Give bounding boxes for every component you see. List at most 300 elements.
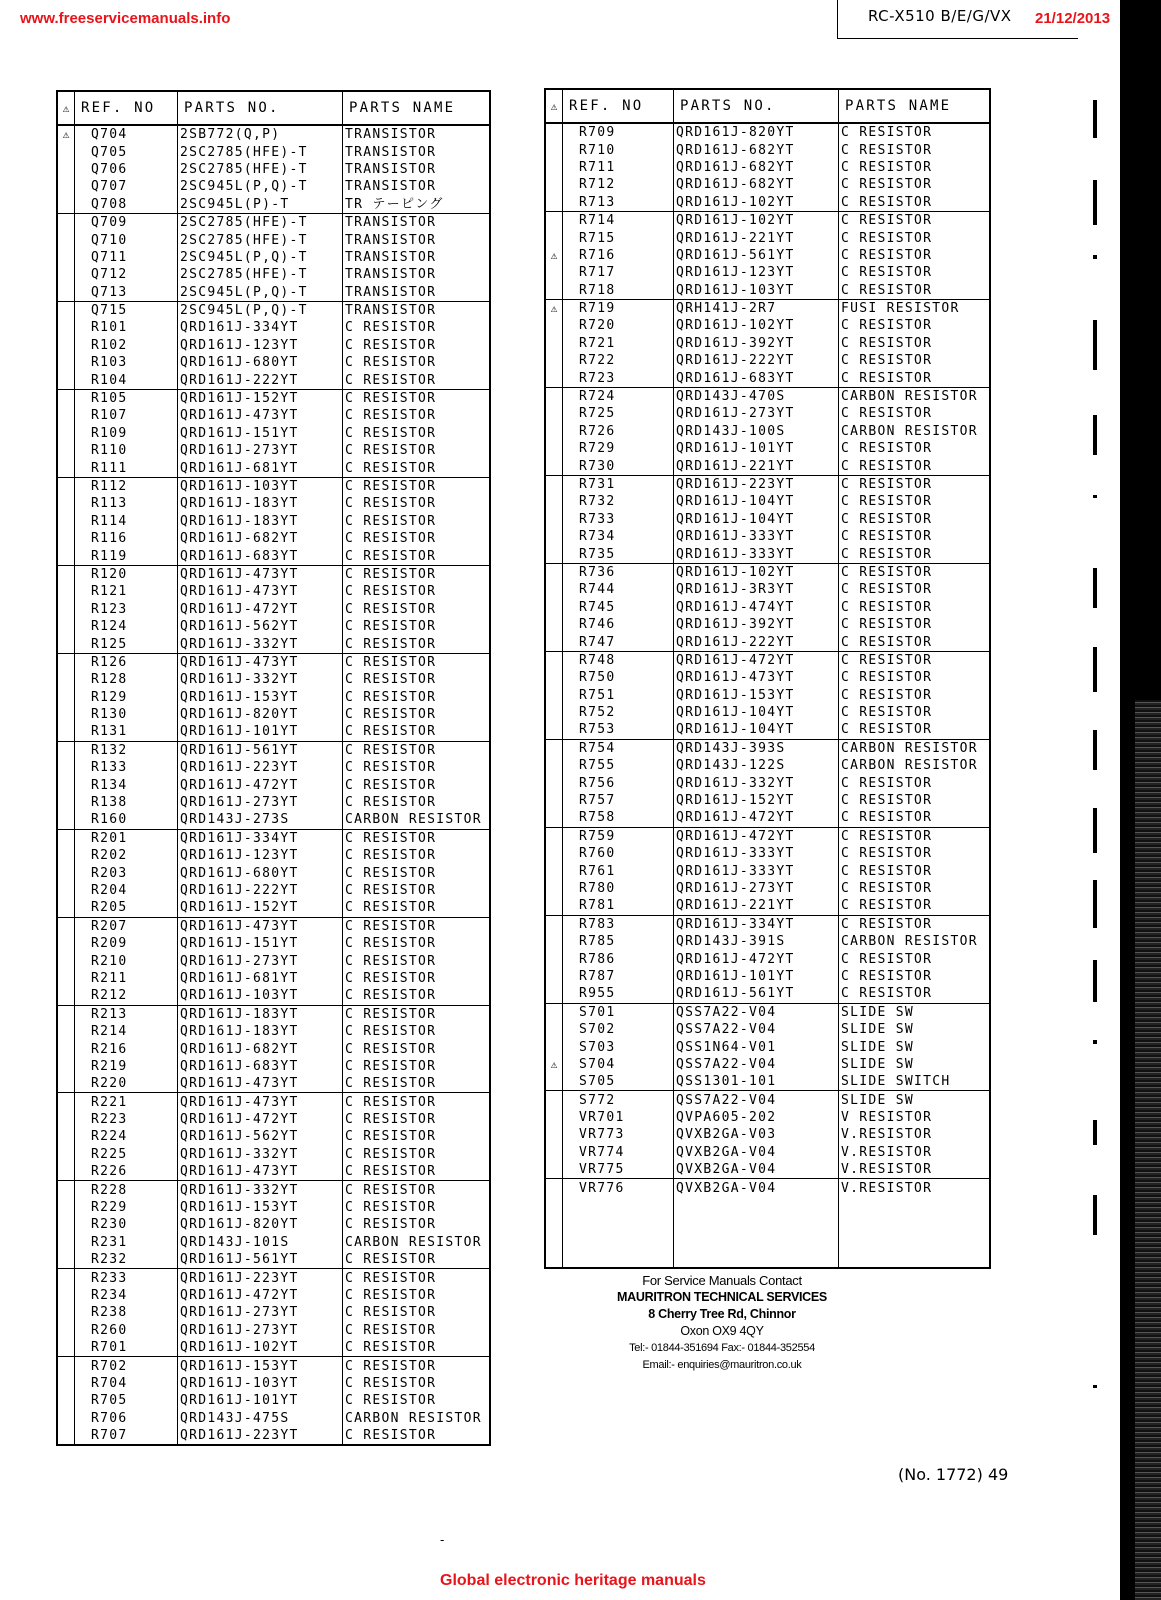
parts-no-cell: QRD161J-103YT xyxy=(674,282,839,300)
date-label: 21/12/2013 xyxy=(1035,10,1111,27)
parts-name-cell: C RESISTOR xyxy=(839,563,991,581)
parts-no-cell: QSS7A22-V04 xyxy=(674,1003,839,1021)
ref-no-cell: R212 xyxy=(75,987,178,1005)
ref-no-cell: R704 xyxy=(75,1375,178,1392)
table-row xyxy=(545,1126,990,1143)
table-row xyxy=(57,266,490,283)
contact-city: Oxon OX9 4QY xyxy=(680,1324,764,1338)
parts-no-cell: QRD161J-123YT xyxy=(674,264,839,281)
parts-no-cell: QRD161J-101YT xyxy=(674,968,839,985)
table-row xyxy=(545,809,990,827)
ref-no-cell: S705 xyxy=(563,1073,674,1091)
parts-no-cell: QRD161J-472YT xyxy=(674,950,839,967)
warning-mark xyxy=(545,985,563,1003)
parts-no-cell: QRD161J-681YT xyxy=(178,970,343,987)
parts-name-cell: C RESISTOR xyxy=(839,687,991,704)
parts-name-cell: TR テーピング xyxy=(343,196,491,214)
table-header-row xyxy=(57,91,490,125)
parts-no-cell: QRD161J-473YT xyxy=(178,1093,343,1111)
table-row xyxy=(57,565,490,583)
warning-mark: ⚠ xyxy=(545,299,563,317)
ref-no-cell: R102 xyxy=(75,337,178,354)
warning-mark xyxy=(57,231,75,248)
table-row xyxy=(57,635,490,653)
table-row xyxy=(545,915,990,933)
table-row xyxy=(57,301,490,319)
parts-name-cell: C RESISTOR xyxy=(839,247,991,264)
parts-name-cell: C RESISTOR xyxy=(839,457,991,475)
parts-name-cell: TRANSISTOR xyxy=(343,249,491,266)
warning-mark xyxy=(57,723,75,741)
parts-no-cell: QRD161J-222YT xyxy=(178,371,343,389)
ref-no-cell: R724 xyxy=(563,387,674,405)
scan-edge-noise xyxy=(1135,700,1161,1600)
ref-no-cell: R131 xyxy=(75,723,178,741)
parts-no-cell: QRD161J-562YT xyxy=(178,1128,343,1145)
table-row xyxy=(545,493,990,510)
parts-no-cell: QRD161J-223YT xyxy=(178,1269,343,1287)
warning-mark xyxy=(57,371,75,389)
warning-mark xyxy=(545,915,563,933)
parts-name-cell: C RESISTOR xyxy=(839,862,991,879)
table-row xyxy=(57,741,490,759)
table-row xyxy=(545,423,990,440)
parts-name-cell: CARBON RESISTOR xyxy=(839,423,991,440)
parts-name-cell: C RESISTOR xyxy=(343,1093,491,1111)
parts-name-cell: C RESISTOR xyxy=(343,899,491,917)
table-row xyxy=(545,475,990,493)
ref-no-cell: R204 xyxy=(75,882,178,899)
ref-no-cell: R785 xyxy=(563,933,674,950)
parts-no-cell: QRD161J-334YT xyxy=(674,915,839,933)
table-row xyxy=(57,1427,490,1445)
table-row xyxy=(545,159,990,176)
table-row xyxy=(545,616,990,633)
table-row xyxy=(57,1093,490,1111)
parts-name-cell: C RESISTOR xyxy=(343,653,491,671)
edge-marks xyxy=(1085,0,1115,1600)
table-row xyxy=(545,985,990,1003)
ref-no-cell: R226 xyxy=(75,1163,178,1181)
ref-no-cell: Q709 xyxy=(75,213,178,231)
table-row xyxy=(545,633,990,651)
parts-name-cell: C RESISTOR xyxy=(343,864,491,881)
table-row xyxy=(545,757,990,774)
parts-no-cell: QRD161J-223YT xyxy=(178,759,343,776)
warning-mark xyxy=(57,1181,75,1199)
parts-no-cell: QRD161J-683YT xyxy=(674,369,839,387)
table-row xyxy=(57,1199,490,1216)
ref-no-cell: Q706 xyxy=(75,161,178,178)
warning-mark xyxy=(57,1339,75,1357)
ref-no-cell: R211 xyxy=(75,970,178,987)
parts-no-cell: QRD161J-152YT xyxy=(674,792,839,809)
ref-no-cell: R754 xyxy=(563,739,674,757)
warning-mark xyxy=(57,161,75,178)
table-row xyxy=(57,459,490,477)
warning-mark xyxy=(545,687,563,704)
parts-no-cell: QSS7A22-V04 xyxy=(674,1056,839,1073)
parts-name-cell: C RESISTOR xyxy=(839,599,991,616)
parts-name-cell: C RESISTOR xyxy=(343,1040,491,1057)
warning-mark xyxy=(545,405,563,422)
ref-no-cell: R760 xyxy=(563,845,674,862)
parts-name-cell: C RESISTOR xyxy=(343,970,491,987)
parts-name-cell: C RESISTOR xyxy=(343,741,491,759)
table-row xyxy=(57,1375,490,1392)
parts-no-cell: QRD161J-273YT xyxy=(674,880,839,897)
parts-name-cell: C RESISTOR xyxy=(343,442,491,459)
warning-mark xyxy=(545,1179,563,1197)
parts-name-cell: SLIDE SW xyxy=(839,1056,991,1073)
parts-no-cell: QRD161J-820YT xyxy=(178,706,343,723)
parts-name-cell: C RESISTOR xyxy=(343,1287,491,1304)
parts-no-header: PARTS NO. xyxy=(674,89,839,123)
parts-no-cell: QRD161J-3R3YT xyxy=(674,581,839,598)
warning-mark xyxy=(545,862,563,879)
table-row xyxy=(57,935,490,952)
ref-no-cell: R721 xyxy=(563,335,674,352)
warning-mark xyxy=(545,123,563,141)
table-row xyxy=(545,528,990,545)
ref-no-cell: R113 xyxy=(75,495,178,512)
parts-name-cell: TRANSISTOR xyxy=(343,125,491,143)
warning-mark xyxy=(57,882,75,899)
parts-no-cell: QRD161J-183YT xyxy=(178,495,343,512)
parts-no-cell: 2SC945L(P,Q)-T xyxy=(178,284,343,302)
warning-mark xyxy=(57,987,75,1005)
parts-no-cell: QRD161J-333YT xyxy=(674,845,839,862)
table-row xyxy=(57,917,490,935)
table-row xyxy=(57,776,490,793)
warning-mark xyxy=(57,635,75,653)
table-row xyxy=(57,1216,490,1233)
contact-address: 8 Cherry Tree Rd, Chinnor xyxy=(648,1307,796,1321)
parts-no-cell: QRD161J-104YT xyxy=(674,511,839,528)
table-row xyxy=(57,530,490,547)
parts-name-cell: TRANSISTOR xyxy=(343,213,491,231)
table-row xyxy=(57,143,490,160)
warning-mark xyxy=(545,211,563,229)
table-row xyxy=(57,1128,490,1145)
ref-no-cell: Q704 xyxy=(75,125,178,143)
ref-no-header: REF. NO xyxy=(75,91,178,125)
ref-no-cell: R202 xyxy=(75,847,178,864)
contact-phone: Tel:- 01844-351694 Fax:- 01844-352554 xyxy=(629,1342,815,1354)
ref-no-cell: R121 xyxy=(75,583,178,600)
parts-name-cell: C RESISTOR xyxy=(343,547,491,565)
table-row xyxy=(57,899,490,917)
parts-no-cell: QRD143J-470S xyxy=(674,387,839,405)
parts-name-cell: C RESISTOR xyxy=(343,882,491,899)
table-row xyxy=(545,387,990,405)
ref-no-cell: R214 xyxy=(75,1023,178,1040)
parts-table-left xyxy=(56,90,491,1446)
table-row xyxy=(57,249,490,266)
table-row xyxy=(57,759,490,776)
empty-cell xyxy=(563,1197,674,1268)
parts-no-cell: QVXB2GA-V04 xyxy=(674,1161,839,1179)
warning-mark: ⚠ xyxy=(545,1056,563,1073)
warning-mark xyxy=(545,757,563,774)
parts-name-cell: C RESISTOR xyxy=(839,669,991,686)
parts-no-cell: QRD161J-334YT xyxy=(178,319,343,336)
warning-mark xyxy=(545,563,563,581)
ref-no-cell: VR701 xyxy=(563,1109,674,1126)
warning-mark xyxy=(57,1322,75,1339)
table-row xyxy=(545,141,990,158)
warning-mark xyxy=(57,1058,75,1075)
ref-no-cell: R786 xyxy=(563,950,674,967)
parts-no-cell: QRD143J-391S xyxy=(674,933,839,950)
warning-mark xyxy=(57,671,75,688)
warning-mark xyxy=(545,1021,563,1038)
parts-name-cell: C RESISTOR xyxy=(839,264,991,281)
ref-no-cell: Q710 xyxy=(75,231,178,248)
parts-no-cell: QRD161J-223YT xyxy=(178,1427,343,1445)
parts-name-cell: C RESISTOR xyxy=(839,774,991,791)
ref-no-cell: R726 xyxy=(563,423,674,440)
parts-no-cell: QRD161J-152YT xyxy=(178,899,343,917)
parts-no-cell: QRD161J-102YT xyxy=(674,211,839,229)
parts-no-cell: QRD143J-475S xyxy=(178,1410,343,1427)
parts-no-cell: QRD161J-273YT xyxy=(178,442,343,459)
parts-name-cell: C RESISTOR xyxy=(343,1322,491,1339)
ref-no-cell: S702 xyxy=(563,1021,674,1038)
ref-no-cell: R207 xyxy=(75,917,178,935)
warning-mark xyxy=(57,1163,75,1181)
table-row xyxy=(57,1339,490,1357)
ref-no-cell: Q713 xyxy=(75,284,178,302)
footer-text: Global electronic heritage manuals xyxy=(440,1572,706,1589)
table-row xyxy=(545,880,990,897)
warning-mark xyxy=(57,1005,75,1023)
warning-mark xyxy=(545,335,563,352)
warning-mark xyxy=(545,264,563,281)
parts-no-cell: QRD161J-151YT xyxy=(178,425,343,442)
ref-no-cell: R750 xyxy=(563,669,674,686)
ref-no-cell: R781 xyxy=(563,897,674,915)
parts-no-cell: QRD161J-473YT xyxy=(178,917,343,935)
ref-no-cell: R706 xyxy=(75,1410,178,1427)
parts-no-cell: QRD161J-681YT xyxy=(178,459,343,477)
warning-mark xyxy=(57,741,75,759)
parts-name-cell: C RESISTOR xyxy=(839,335,991,352)
warning-mark xyxy=(57,811,75,829)
parts-no-cell: QRD161J-273YT xyxy=(674,405,839,422)
ref-no-cell: R224 xyxy=(75,1128,178,1145)
parts-no-cell: QSS7A22-V04 xyxy=(674,1091,839,1109)
parts-no-cell: 2SC945L(P)-T xyxy=(178,196,343,214)
parts-no-cell: QRD143J-122S xyxy=(674,757,839,774)
ref-no-cell: R752 xyxy=(563,704,674,721)
table-row xyxy=(57,389,490,407)
table-row xyxy=(57,601,490,618)
ref-no-cell: R132 xyxy=(75,741,178,759)
parts-no-cell: QRD161J-474YT xyxy=(674,599,839,616)
warning-mark xyxy=(545,704,563,721)
contact-company: MAURITRON TECHNICAL SERVICES xyxy=(617,1290,827,1304)
empty-cell xyxy=(674,1197,839,1268)
parts-no-cell: QRD161J-680YT xyxy=(178,864,343,881)
warning-mark xyxy=(57,1269,75,1287)
parts-name-cell: C RESISTOR xyxy=(839,493,991,510)
warning-mark xyxy=(57,1304,75,1321)
ref-no-cell: R735 xyxy=(563,545,674,563)
parts-name-cell: SLIDE SW xyxy=(839,1021,991,1038)
parts-no-cell: QRD143J-100S xyxy=(674,423,839,440)
warning-mark xyxy=(57,794,75,811)
table-row xyxy=(545,651,990,669)
table-row xyxy=(545,511,990,528)
parts-no-cell: QRD161J-183YT xyxy=(178,1023,343,1040)
parts-name-cell: C RESISTOR xyxy=(839,792,991,809)
parts-name-cell: C RESISTOR xyxy=(343,671,491,688)
parts-name-cell: C RESISTOR xyxy=(343,601,491,618)
parts-no-cell: 2SC2785(HFE)-T xyxy=(178,231,343,248)
ref-no-cell: R722 xyxy=(563,352,674,369)
table-row xyxy=(545,827,990,845)
parts-no-cell: QRD161J-103YT xyxy=(178,987,343,1005)
parts-no-cell: QRD161J-103YT xyxy=(178,1375,343,1392)
parts-name-cell: SLIDE SW xyxy=(839,1038,991,1055)
parts-name-cell: C RESISTOR xyxy=(343,513,491,530)
table-row xyxy=(545,1144,990,1161)
table-row xyxy=(545,457,990,475)
parts-no-cell: 2SC945L(P,Q)-T xyxy=(178,249,343,266)
table-row xyxy=(57,1234,490,1251)
ref-no-cell: R221 xyxy=(75,1093,178,1111)
ref-no-cell: R120 xyxy=(75,565,178,583)
parts-no-cell: QRD161J-472YT xyxy=(178,776,343,793)
parts-name-cell: C RESISTOR xyxy=(839,317,991,334)
warning-mark xyxy=(57,935,75,952)
parts-no-cell: QRH141J-2R7 xyxy=(674,299,839,317)
site-url[interactable]: www.freeservicemanuals.info xyxy=(20,10,231,27)
parts-name-cell: C RESISTOR xyxy=(839,545,991,563)
warning-mark xyxy=(57,917,75,935)
parts-no-cell: QRD161J-101YT xyxy=(178,723,343,741)
table-row xyxy=(57,811,490,829)
table-row xyxy=(57,653,490,671)
parts-name-cell: V.RESISTOR xyxy=(839,1161,991,1179)
parts-name-cell: C RESISTOR xyxy=(343,1339,491,1357)
table-row xyxy=(57,354,490,371)
parts-no-cell: QRD161J-473YT xyxy=(178,653,343,671)
ref-no-cell: R225 xyxy=(75,1146,178,1163)
ref-no-cell: R160 xyxy=(75,811,178,829)
warning-mark xyxy=(57,759,75,776)
warning-mark xyxy=(57,354,75,371)
warning-mark xyxy=(57,407,75,424)
parts-name-cell: C RESISTOR xyxy=(343,1199,491,1216)
parts-name-cell: C RESISTOR xyxy=(839,880,991,897)
warning-mark xyxy=(57,1410,75,1427)
parts-name-cell: C RESISTOR xyxy=(343,407,491,424)
table-row xyxy=(57,1251,490,1269)
warning-mark xyxy=(57,213,75,231)
parts-name-header: PARTS NAME xyxy=(839,89,991,123)
warning-mark xyxy=(57,970,75,987)
ref-no-cell: R745 xyxy=(563,599,674,616)
table-row xyxy=(545,1038,990,1055)
parts-name-cell: V.RESISTOR xyxy=(839,1179,991,1197)
parts-name-cell: CARBON RESISTOR xyxy=(839,757,991,774)
parts-no-cell: QRD161J-273YT xyxy=(178,1304,343,1321)
parts-name-cell: C RESISTOR xyxy=(839,651,991,669)
ref-no-cell: Q712 xyxy=(75,266,178,283)
parts-no-cell: QRD161J-221YT xyxy=(674,229,839,246)
parts-no-cell: QRD161J-223YT xyxy=(674,475,839,493)
ref-no-cell: R119 xyxy=(75,547,178,565)
parts-no-cell: QRD161J-473YT xyxy=(674,669,839,686)
empty-row xyxy=(545,1197,990,1268)
parts-no-cell: QRD161J-183YT xyxy=(178,1005,343,1023)
parts-name-cell: C RESISTOR xyxy=(343,1304,491,1321)
warning-column-header: ⚠ xyxy=(545,89,563,123)
table-row xyxy=(57,213,490,231)
ref-no-cell: R713 xyxy=(563,194,674,212)
parts-name-cell: V.RESISTOR xyxy=(839,1126,991,1143)
table-row xyxy=(57,1023,490,1040)
ref-no-cell: R229 xyxy=(75,1199,178,1216)
ref-no-cell: S772 xyxy=(563,1091,674,1109)
parts-name-cell: C RESISTOR xyxy=(343,583,491,600)
warning-mark xyxy=(57,1128,75,1145)
parts-no-cell: QSS7A22-V04 xyxy=(674,1021,839,1038)
right-table-body xyxy=(545,123,990,1268)
table-row xyxy=(57,477,490,495)
ref-no-cell: R107 xyxy=(75,407,178,424)
warning-mark xyxy=(57,829,75,847)
empty-cell xyxy=(839,1197,991,1268)
parts-name-cell: C RESISTOR xyxy=(839,897,991,915)
parts-name-cell: C RESISTOR xyxy=(343,1163,491,1181)
warning-mark xyxy=(545,774,563,791)
parts-name-cell: C RESISTOR xyxy=(839,721,991,739)
parts-no-cell: QRD161J-103YT xyxy=(178,477,343,495)
warning-mark xyxy=(57,776,75,793)
ref-no-cell: R114 xyxy=(75,513,178,530)
parts-no-cell: QRD161J-102YT xyxy=(674,194,839,212)
table-row xyxy=(545,335,990,352)
parts-name-cell: C RESISTOR xyxy=(343,776,491,793)
ref-no-cell: R104 xyxy=(75,371,178,389)
parts-no-header: PARTS NO. xyxy=(178,91,343,125)
parts-name-cell: C RESISTOR xyxy=(343,1128,491,1145)
parts-no-cell: QRD161J-682YT xyxy=(178,530,343,547)
warning-mark xyxy=(545,1003,563,1021)
parts-no-cell: QRD161J-222YT xyxy=(674,352,839,369)
ref-no-cell: VR774 xyxy=(563,1144,674,1161)
ref-no-cell: R126 xyxy=(75,653,178,671)
parts-no-cell: QRD161J-101YT xyxy=(674,440,839,457)
parts-name-cell: C RESISTOR xyxy=(343,1005,491,1023)
parts-no-cell: QRD161J-104YT xyxy=(674,721,839,739)
parts-name-cell: C RESISTOR xyxy=(343,477,491,495)
table-row xyxy=(57,952,490,969)
table-row xyxy=(545,282,990,300)
parts-name-cell: C RESISTOR xyxy=(343,723,491,741)
parts-no-cell: 2SC2785(HFE)-T xyxy=(178,213,343,231)
table-row xyxy=(57,1181,490,1199)
parts-no-cell: QRD161J-561YT xyxy=(178,741,343,759)
ref-no-cell: R260 xyxy=(75,1322,178,1339)
ref-no-cell: R134 xyxy=(75,776,178,793)
warning-mark xyxy=(545,545,563,563)
ref-no-cell: R109 xyxy=(75,425,178,442)
table-row xyxy=(545,950,990,967)
